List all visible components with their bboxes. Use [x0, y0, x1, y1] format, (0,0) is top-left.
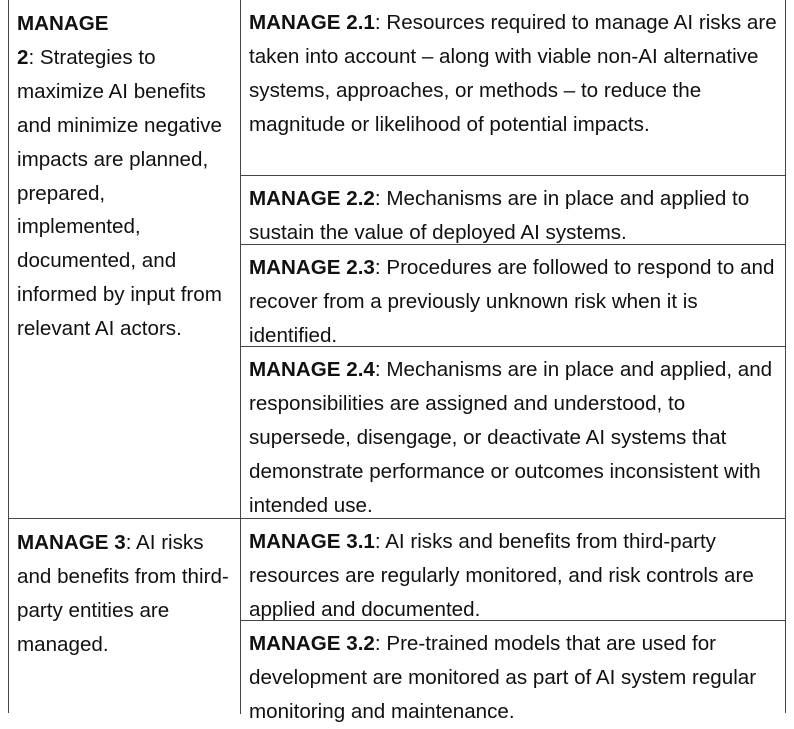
category-cell-manage-3 [9, 519, 241, 714]
subcategory-code: MANAGE 3.1 [249, 530, 375, 553]
subcategory-cell-manage-2-4 [241, 346, 785, 518]
subcategory-text: : AI risks and benefits from third-party resources are regularly monitored, and risk controls are applied and documented. [249, 530, 754, 621]
subcategory-column [241, 519, 785, 723]
category-description: : Strategies to maximize AI benefits and minimize negative impacts are planned, prepared, implemented, documented, and informed by input from relevant AI actors. [17, 45, 222, 341]
category-text [17, 526, 234, 662]
subcategory-cell-manage-3-2 [241, 620, 785, 723]
category-cell-manage-2 [9, 0, 241, 518]
subcategory-text: : Procedures are followed to respond to and recover from a previously unknown risk when it is identified. [249, 256, 775, 347]
subcategory-cell-manage-2-2 [241, 175, 785, 244]
subcategory-text: : Pre-trained models that are used for development are monitored as part of AI system regular monitoring and maintenance. [249, 632, 757, 723]
category-code-number: 2 [17, 45, 29, 69]
subcategory-text: : Mechanisms are in place and applied to sustain the value of deployed AI systems. [249, 187, 750, 244]
table-row [9, 518, 785, 723]
subcategory-cell-manage-2-1 [241, 0, 785, 175]
subcategory-code: MANAGE 2.3 [249, 256, 375, 279]
category-code: MANAGE 3 [17, 531, 126, 554]
subcategory-code: MANAGE 2.4 [249, 358, 375, 381]
table-row [9, 0, 785, 518]
subcategory-code: MANAGE 2.1 [249, 11, 375, 34]
subcategory-text: : Mechanisms are in place and applied, and responsibilities are assigned and understood, to supersede, disengage, or deactivate AI systems that demonstrate performance or outcomes inconsistent with intended use. [249, 358, 773, 517]
subcategory-code: MANAGE 2.2 [249, 187, 375, 210]
subcategory-column [241, 0, 785, 518]
manage-function-table [8, 0, 786, 723]
subcategory-code: MANAGE 3.2 [249, 632, 375, 655]
category-description: : AI risks and benefits from third-party entities are managed. [17, 531, 229, 656]
category-code: MANAGE [17, 12, 109, 35]
subcategory-cell-manage-2-3 [241, 244, 785, 346]
category-text [17, 7, 234, 346]
subcategory-text: : Resources required to manage AI risks are taken into account – along with viable non-AI alternative systems, approaches, or methods – to reduce the magnitude or likelihood of potential impacts. [249, 11, 777, 136]
subcategory-cell-manage-3-1 [241, 519, 785, 620]
